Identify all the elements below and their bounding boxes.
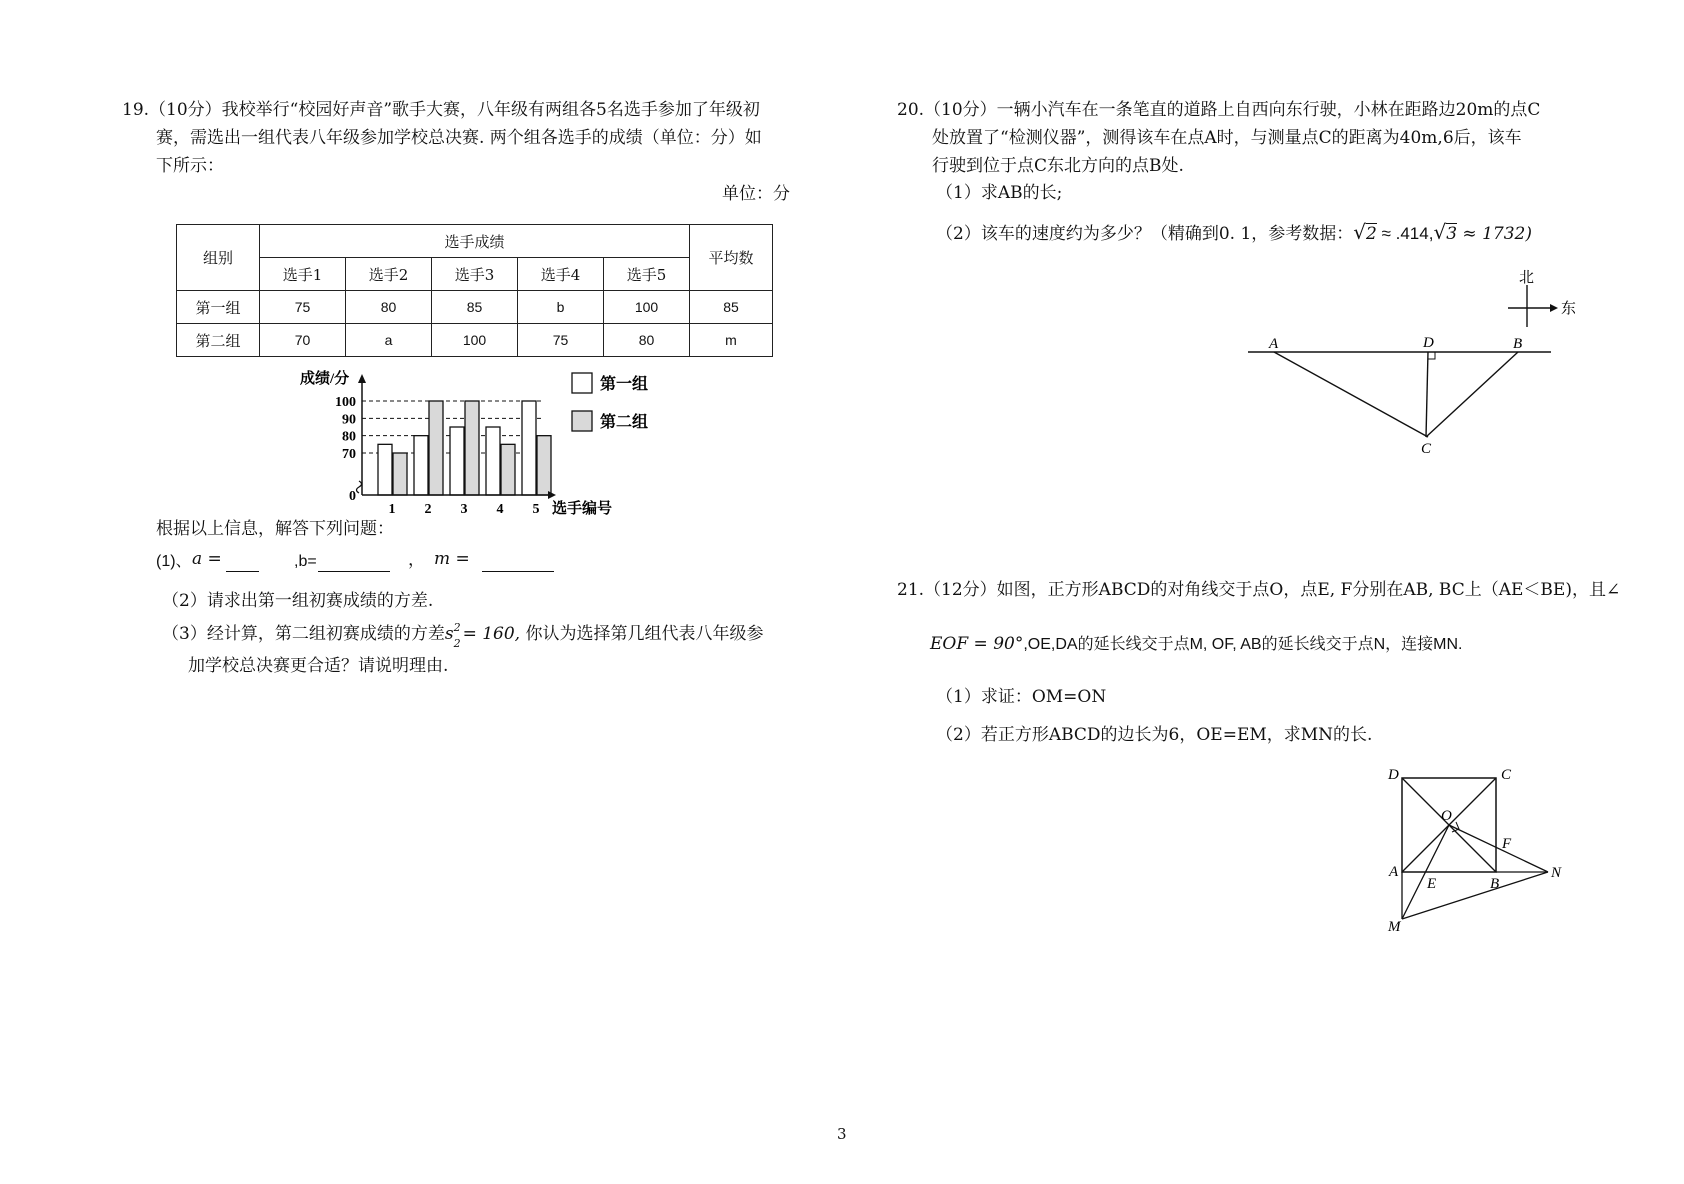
table-cell: 75 bbox=[518, 324, 604, 357]
point-label-D: D bbox=[1423, 335, 1434, 351]
x-tick-label: 1 bbox=[388, 502, 396, 517]
blank-b[interactable] bbox=[318, 553, 390, 572]
table-cell: a bbox=[346, 324, 432, 357]
table-cell: b bbox=[518, 291, 604, 324]
segment-DC bbox=[1426, 352, 1428, 437]
y-tick-label: 80 bbox=[342, 429, 356, 445]
bar-group1 bbox=[378, 444, 392, 495]
y-axis-label: 成绩/分 bbox=[300, 371, 350, 387]
q21-line-2-text: ,OE,DA的延长线交于点M, OF, AB的延长线交于点N，连接MN. bbox=[1023, 636, 1463, 653]
q20-ref-end: ≈ 1732) bbox=[1457, 224, 1532, 244]
point-label-E: E bbox=[1427, 876, 1437, 892]
point-label-B: B bbox=[1490, 876, 1500, 892]
sqrt-radicand: 3 bbox=[1446, 224, 1458, 244]
q21-line-1: 21.（12分）如图，正方形ABCD的对角线交于点O，点E, F分别在AB, BC上（AE＜BE)，且∠ bbox=[897, 580, 1621, 600]
point-label-N: N bbox=[1551, 865, 1562, 881]
table-header-average: 平均数 bbox=[690, 225, 773, 291]
q19-prompt: 根据以上信息，解答下列问题： bbox=[156, 519, 394, 539]
table-cell: 85 bbox=[432, 291, 518, 324]
x-tick-label: 5 bbox=[532, 502, 540, 517]
q19-line-2: 赛，需选出一组代表八年级参加学校总决赛. 两个组各选手的成绩（单位：分）如 bbox=[156, 128, 762, 148]
axis-break-icon bbox=[357, 481, 362, 493]
q19-part2: （2）请求出第一组初赛成绩的方差. bbox=[162, 591, 434, 611]
score-table bbox=[176, 224, 773, 357]
page-number: 3 bbox=[837, 1125, 847, 1143]
q20-line-2: 处放置了“检测仪器”，测得该车在点A时，与测量点C的距离为40m,6后，该车 bbox=[932, 128, 1522, 148]
sqrt-symbol: √ bbox=[1353, 220, 1367, 244]
q19-part1-comma: ， bbox=[408, 550, 425, 570]
q20-part1: （1）求AB的长; bbox=[936, 183, 1063, 203]
table-header-scores: 选手成绩 bbox=[260, 225, 690, 258]
legend-label: 第二组 bbox=[600, 414, 649, 431]
q19-part1-label: (1)、 bbox=[156, 553, 192, 570]
row-label: 第二组 bbox=[177, 324, 260, 357]
bar-group1 bbox=[414, 436, 428, 495]
x-tick-label: 4 bbox=[496, 502, 504, 517]
sqrt-symbol: √ bbox=[1433, 220, 1447, 244]
square-diagram bbox=[1375, 762, 1575, 937]
q20-line-1: 20.（10分）一辆小汽车在一条笔直的道路上自西向东行驶，小林在距路边20m的点C bbox=[897, 100, 1541, 120]
variance-subscript: 2 bbox=[453, 637, 461, 650]
q19-part3-text-a: （3）经计算，第二组初赛成绩的方差 bbox=[162, 624, 445, 644]
q19-part3-text-b: 你认为选择第几组代表八年级参 bbox=[520, 624, 764, 644]
q19-line-1: 19.（10分）我校举行“校园好声音”歌手大赛，八年级有两组各5名选手参加了年级初 bbox=[122, 100, 760, 120]
table-cell: 100 bbox=[604, 291, 690, 324]
q19-part3-line-1 bbox=[162, 621, 764, 650]
table-cell-average: 85 bbox=[690, 291, 773, 324]
table-header-player: 选手5 bbox=[604, 258, 690, 291]
bar-group2 bbox=[537, 436, 551, 495]
blank-m[interactable] bbox=[482, 553, 554, 572]
table-header-group: 组别 bbox=[177, 225, 260, 291]
point-label-D: D bbox=[1388, 767, 1399, 783]
table-row bbox=[177, 324, 773, 357]
legend-swatch bbox=[572, 411, 592, 431]
table-header-player: 选手2 bbox=[346, 258, 432, 291]
point-label-C: C bbox=[1501, 767, 1512, 783]
q20-part2-text: （2）该车的速度约为多少？（精确到0. 1，参考数据： bbox=[936, 224, 1354, 244]
point-label-A: A bbox=[1269, 336, 1279, 352]
table-cell: 70 bbox=[260, 324, 346, 357]
blank-a[interactable] bbox=[226, 553, 259, 572]
variance-value: = 160, bbox=[462, 624, 521, 644]
bar-group1 bbox=[522, 401, 536, 495]
y-axis-arrow-icon bbox=[358, 374, 366, 383]
table-header-player: 选手3 bbox=[432, 258, 518, 291]
x-tick-label: 3 bbox=[460, 502, 468, 517]
bar-group2 bbox=[429, 401, 443, 495]
compass-east-label: 东 bbox=[1561, 301, 1577, 317]
segment-AC bbox=[1274, 352, 1428, 437]
variance-symbol: s bbox=[444, 624, 454, 644]
q19-part1-a: a = bbox=[192, 549, 222, 569]
segment-BC bbox=[1426, 352, 1518, 437]
compass-north-label: 北 bbox=[1519, 270, 1535, 286]
point-label-C: C bbox=[1421, 441, 1432, 457]
table-cell: 75 bbox=[260, 291, 346, 324]
q19-line-3: 下所示： bbox=[156, 156, 224, 176]
q21-line-2 bbox=[930, 633, 1462, 656]
y-tick-label: 100 bbox=[335, 395, 356, 410]
bar-group2 bbox=[501, 444, 515, 495]
q20-part2 bbox=[936, 221, 1532, 245]
table-cell: 100 bbox=[432, 324, 518, 357]
bar-group1 bbox=[486, 427, 500, 495]
point-label-O: O bbox=[1441, 808, 1452, 824]
bar-chart bbox=[290, 365, 680, 520]
table-header-player: 选手1 bbox=[260, 258, 346, 291]
q19-unit-label: 单位：分 bbox=[722, 184, 790, 204]
table-row bbox=[177, 291, 773, 324]
compass-arrow-icon bbox=[1550, 304, 1558, 312]
bar-group2 bbox=[465, 401, 479, 495]
segment-ON bbox=[1449, 825, 1548, 872]
point-label-M: M bbox=[1388, 919, 1401, 935]
row-label: 第一组 bbox=[177, 291, 260, 324]
q21-part1: （1）求证：OM=ON bbox=[936, 687, 1107, 707]
point-label-A: A bbox=[1389, 864, 1399, 880]
x-tick-label: 2 bbox=[424, 502, 432, 517]
table-cell: 80 bbox=[346, 291, 432, 324]
bar-group2 bbox=[393, 453, 407, 495]
point-label-F: F bbox=[1502, 836, 1512, 852]
segment-MN bbox=[1402, 872, 1548, 919]
legend-label: 第一组 bbox=[600, 376, 649, 393]
angle-expression: EOF = 90° bbox=[930, 634, 1024, 654]
q21-part2: （2）若正方形ABCD的边长为6，OE=EM，求MN的长. bbox=[936, 725, 1373, 745]
point-label-B: B bbox=[1513, 336, 1523, 352]
q19-part1-b: ,b= bbox=[294, 553, 317, 570]
x-axis-label: 选手编号 bbox=[552, 501, 613, 517]
y-tick-label: 90 bbox=[342, 412, 356, 428]
q19-part1-m: m = bbox=[434, 549, 470, 569]
right-angle-mark bbox=[1428, 352, 1435, 359]
table-cell: 80 bbox=[604, 324, 690, 357]
q19-part3-line-2: 加学校总决赛更合适？请说明理由. bbox=[188, 656, 449, 676]
y-tick-label: 0 bbox=[349, 489, 356, 504]
table-cell-average: m bbox=[690, 324, 773, 357]
variance-superscript: 2 bbox=[453, 621, 461, 634]
legend-swatch bbox=[572, 373, 592, 393]
sqrt-radicand: 2 bbox=[1366, 224, 1377, 244]
q20-line-3: 行驶到位于点C东北方向的点B处. bbox=[932, 156, 1184, 176]
x-axis-arrow-icon bbox=[548, 491, 556, 499]
y-tick-label: 70 bbox=[342, 447, 356, 462]
q20-ref-mid: ≈ .414, bbox=[1376, 224, 1434, 243]
table-header-player: 选手4 bbox=[518, 258, 604, 291]
bar-group1 bbox=[450, 427, 464, 495]
road-diagram bbox=[1230, 265, 1590, 465]
